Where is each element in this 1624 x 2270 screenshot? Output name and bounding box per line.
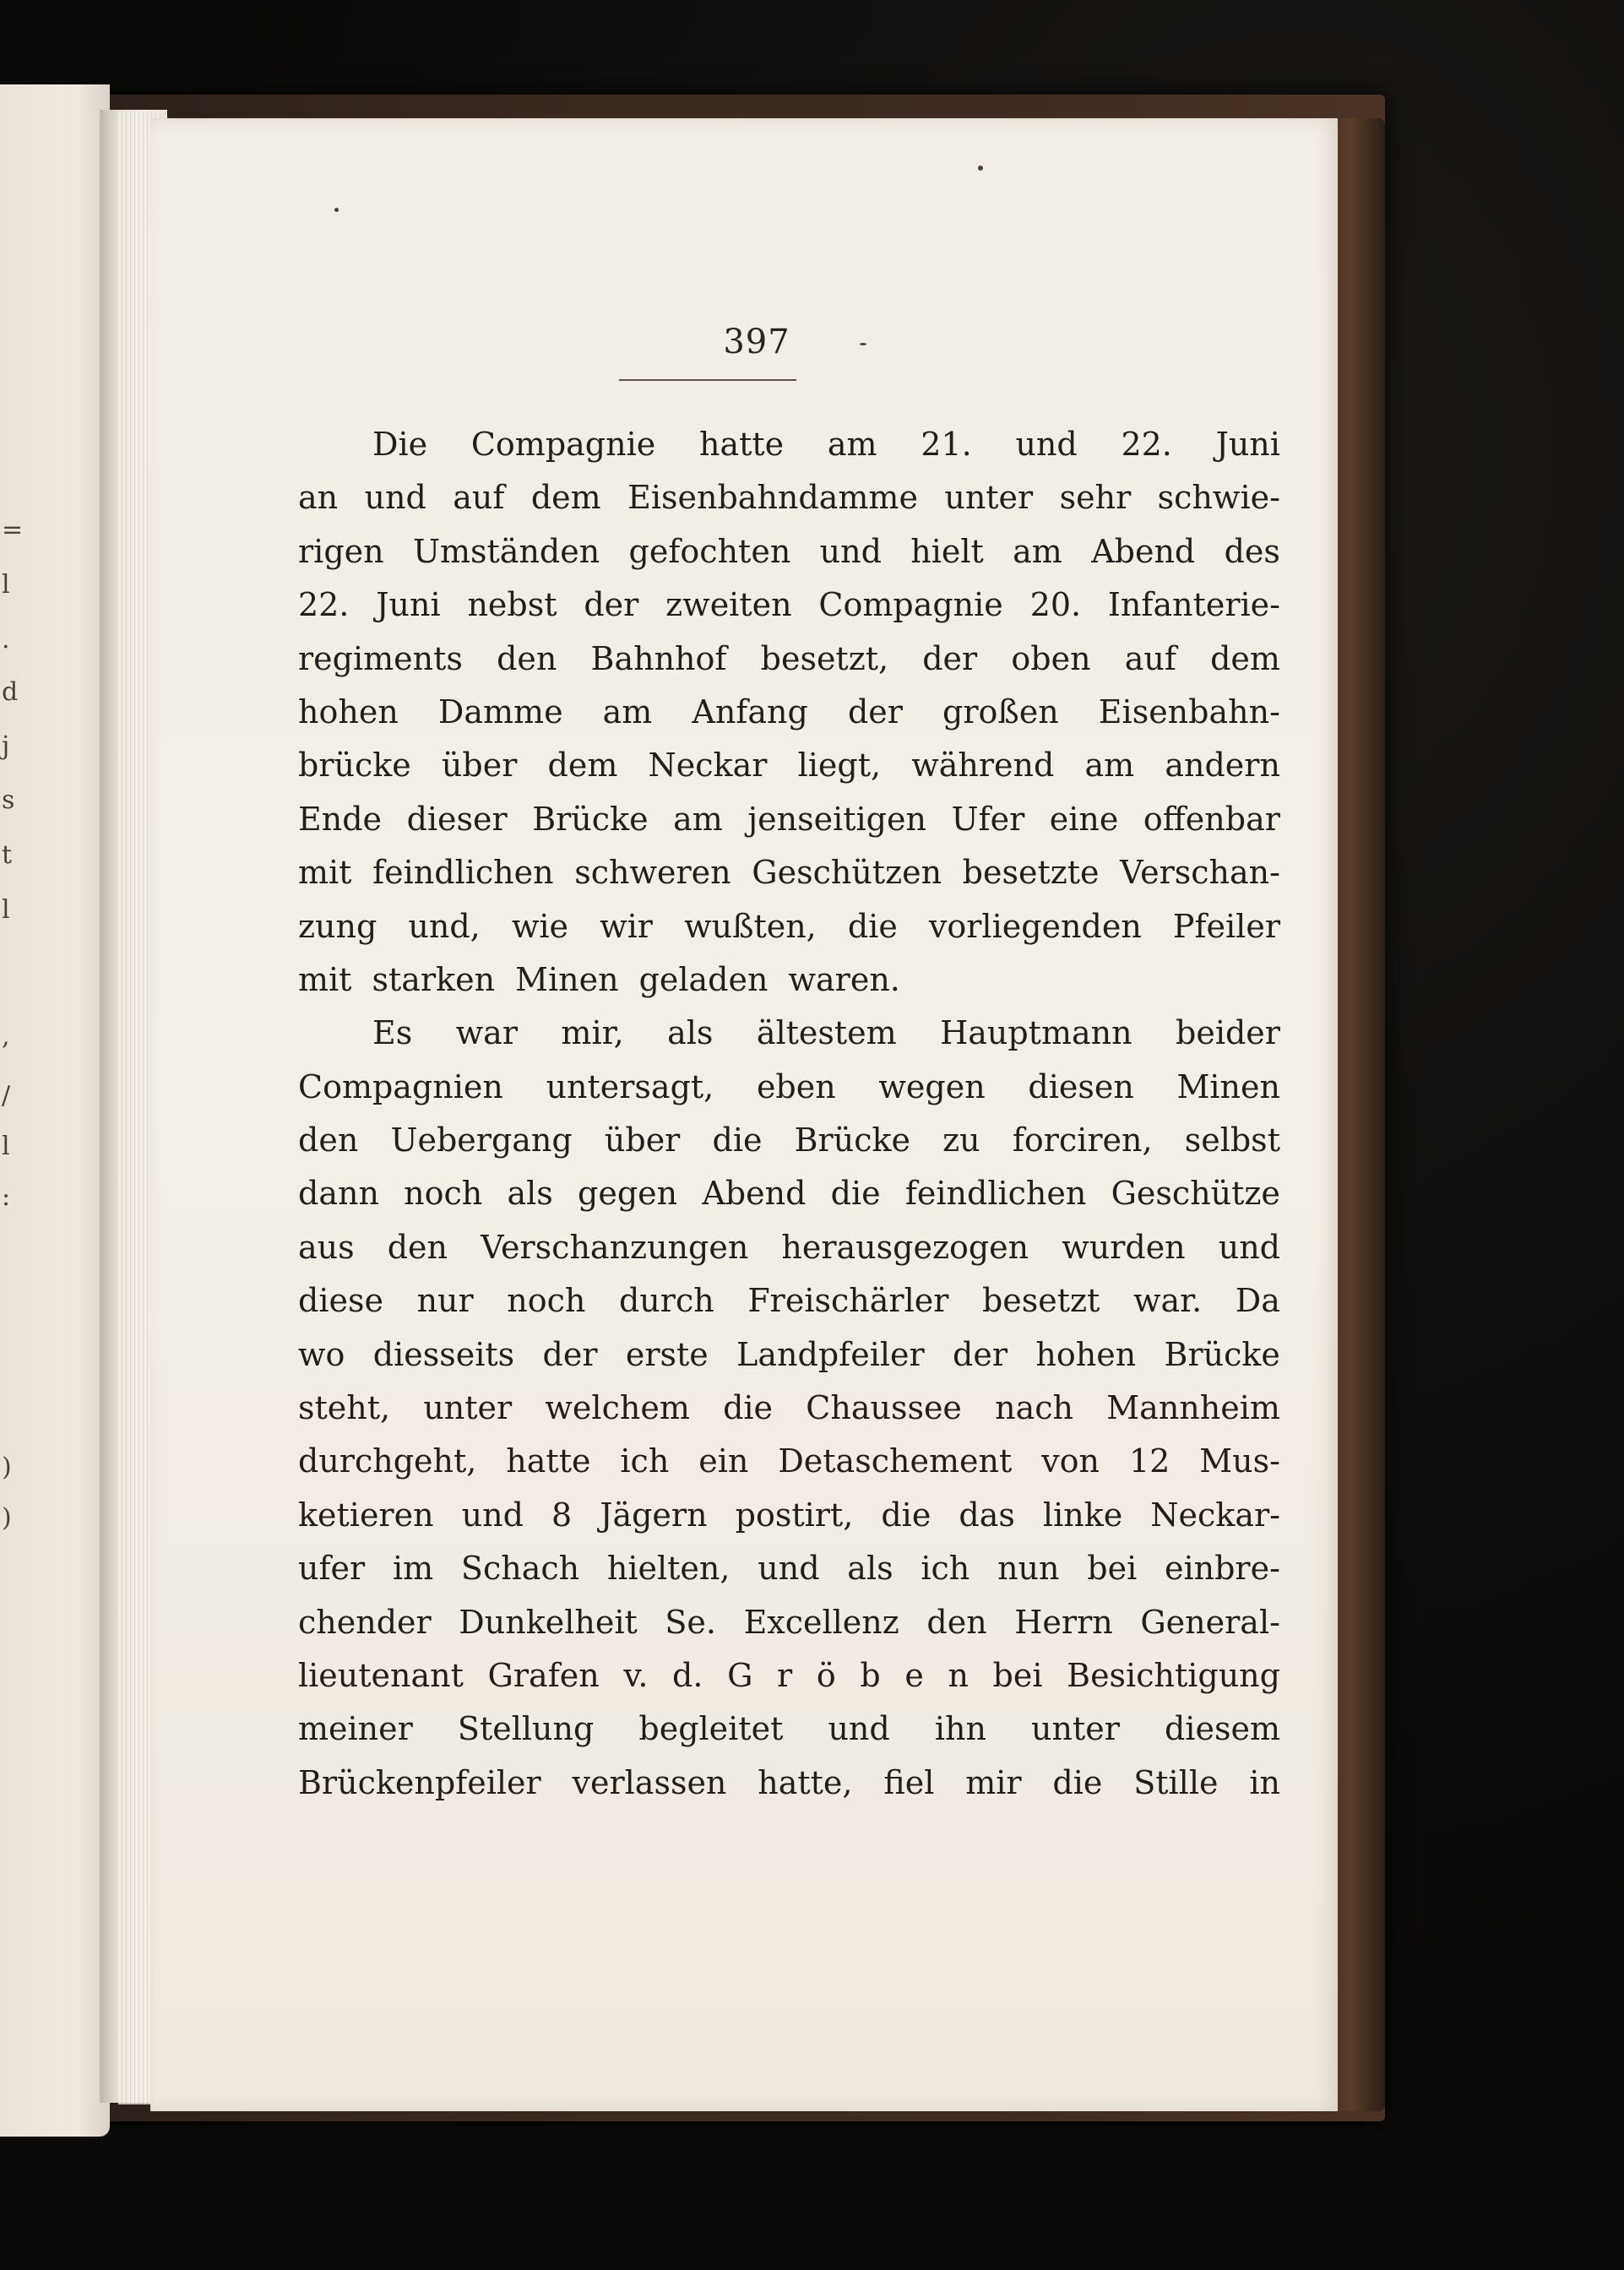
word: unter: [944, 479, 1034, 517]
word: während: [911, 747, 1055, 785]
left-margin-mark: ): [2, 1503, 12, 1533]
word: wo: [298, 1335, 345, 1373]
word: Jägern: [600, 1496, 708, 1534]
header-rule: [619, 379, 796, 381]
word: Grafen: [487, 1656, 600, 1694]
word: diese: [298, 1282, 383, 1320]
word: ihn: [934, 1710, 986, 1748]
word: ältestem: [756, 1014, 897, 1052]
word: wir: [600, 907, 653, 945]
word: mir,: [561, 1014, 624, 1052]
word: Verschanzungen: [481, 1228, 749, 1266]
word: wegen: [878, 1067, 986, 1105]
word: Juni: [1215, 426, 1280, 463]
word: aus: [298, 1228, 355, 1266]
word: Verschan-: [1120, 854, 1280, 892]
word: Brücke: [1164, 1335, 1280, 1373]
word: wie: [511, 907, 569, 945]
left-margin-mark: .: [2, 625, 10, 654]
word: am: [673, 800, 723, 838]
word: gegen: [578, 1175, 678, 1213]
word: Minen: [1176, 1067, 1280, 1105]
word: im: [392, 1550, 434, 1588]
word: und: [758, 1550, 820, 1588]
word: durch: [618, 1282, 714, 1320]
word: beider: [1176, 1014, 1280, 1052]
word: der: [584, 586, 639, 624]
word: Abend: [702, 1175, 807, 1213]
word: bei: [1087, 1550, 1138, 1588]
word: Pfeiler: [1172, 907, 1280, 945]
word: dem: [530, 479, 601, 517]
word: noch: [404, 1175, 483, 1213]
word: feindlichen: [904, 1175, 1087, 1213]
left-page-sliver: [0, 84, 110, 2137]
word: brücke: [298, 747, 411, 785]
text-line: [298, 525, 1280, 578]
word: 12: [1128, 1442, 1170, 1480]
word: Eisenbahn-: [1098, 692, 1280, 730]
left-margin-mark: d: [2, 677, 19, 707]
page-number: 397: [723, 323, 790, 361]
word: Landpfeiler: [736, 1335, 925, 1373]
word: zweiten: [665, 586, 792, 624]
word: dem: [547, 747, 618, 785]
page-body-text: [298, 418, 1280, 1810]
text-line: [298, 1489, 1280, 1542]
word: Compagnien: [298, 1067, 503, 1105]
word: hielt: [910, 532, 984, 570]
word: mir: [965, 1763, 1022, 1801]
left-margin-mark: s: [2, 785, 15, 815]
word: als: [507, 1175, 553, 1213]
left-margin-mark: /: [2, 1081, 11, 1111]
word: geladen: [638, 960, 769, 998]
word: noch: [507, 1282, 586, 1320]
word: welchem: [545, 1389, 690, 1427]
word: meiner: [298, 1710, 413, 1748]
word: ich: [620, 1442, 670, 1480]
word: Neckar-: [1150, 1496, 1280, 1534]
word: v.: [623, 1656, 649, 1694]
word: herausgezogen: [781, 1228, 1029, 1266]
word: und: [1015, 426, 1078, 463]
word: den: [387, 1228, 448, 1266]
word: Ende: [298, 800, 383, 838]
word: war: [455, 1014, 519, 1052]
word: den: [298, 1121, 359, 1159]
word: Se.: [665, 1603, 716, 1641]
word: die: [1052, 1763, 1103, 1801]
text-line: [298, 739, 1280, 792]
word: 8: [551, 1496, 573, 1534]
word: 21.: [921, 426, 972, 463]
left-margin-mark: ): [2, 1453, 12, 1482]
word: der: [847, 692, 903, 730]
word: regiments: [298, 639, 463, 677]
word: 22.: [1121, 426, 1172, 463]
word: der: [922, 639, 978, 677]
word: starken: [372, 960, 496, 998]
left-margin-mark: j: [2, 731, 10, 761]
text-line: [298, 1114, 1280, 1167]
word: durchgeht,: [298, 1442, 477, 1480]
word: Hauptmann: [940, 1014, 1132, 1052]
left-margin-mark: l: [2, 895, 10, 925]
word: Detaschement: [778, 1442, 1013, 1480]
word: selbst: [1184, 1121, 1280, 1159]
word: steht,: [298, 1389, 391, 1427]
word: Uebergang: [390, 1121, 573, 1159]
word: ketieren: [298, 1496, 434, 1534]
word: besetzt: [981, 1282, 1100, 1320]
word: lieutenant: [298, 1656, 464, 1694]
word: nun: [997, 1550, 1060, 1588]
word: unter: [1031, 1710, 1120, 1748]
text-line: [298, 1061, 1280, 1114]
word: liegt,: [797, 747, 882, 785]
word: forciren,: [1012, 1121, 1153, 1159]
word: ich: [921, 1550, 970, 1588]
left-margin-mark: t: [2, 840, 13, 870]
word: hatte,: [758, 1763, 853, 1801]
word: Ufer: [951, 800, 1025, 838]
text-line: [298, 1596, 1280, 1649]
word: und: [828, 1710, 890, 1748]
word: Bahnhof: [590, 639, 727, 677]
word: die: [830, 1175, 881, 1213]
word: hohen: [298, 692, 399, 730]
word: eben: [756, 1067, 836, 1105]
word: über: [441, 747, 518, 785]
text-line: [298, 1221, 1280, 1274]
word: hatte: [506, 1442, 591, 1480]
word: Geschütze: [1111, 1175, 1280, 1213]
left-margin-mark: ,: [2, 1022, 10, 1051]
word: diesseits: [372, 1335, 515, 1373]
word: Infanterie-: [1107, 586, 1280, 624]
word: von: [1041, 1442, 1100, 1480]
word: Mannheim: [1106, 1389, 1280, 1427]
word: eine: [1049, 800, 1119, 838]
paper-speck: [860, 343, 866, 345]
word: schwie-: [1157, 479, 1280, 517]
word: ufer: [298, 1550, 366, 1588]
word: schweren: [574, 854, 731, 892]
word: ein: [698, 1442, 749, 1480]
word: Umständen: [412, 532, 600, 570]
word: den: [497, 639, 557, 677]
word: als: [667, 1014, 714, 1052]
word: und: [364, 479, 426, 517]
word: großen: [942, 692, 1059, 730]
word: dieser: [406, 800, 508, 838]
word: und: [819, 532, 882, 570]
word: jenseitigen: [747, 800, 926, 838]
word: Brücke: [532, 800, 649, 838]
word: Geschützen: [752, 854, 942, 892]
word: oben: [1011, 639, 1091, 677]
word: auf: [453, 479, 505, 517]
word: 20.: [1029, 586, 1082, 624]
word: postirt,: [735, 1496, 854, 1534]
word: nur: [416, 1282, 474, 1320]
word: Minen: [515, 960, 619, 998]
left-margin-mark: =: [2, 515, 24, 545]
word: an: [298, 479, 339, 517]
word: hohen: [1035, 1335, 1137, 1373]
word: Brückenpfeiler: [298, 1763, 541, 1801]
word: b: [860, 1656, 881, 1694]
word: untersagt,: [546, 1067, 714, 1105]
word: Chaussee: [806, 1389, 962, 1427]
word: ö: [816, 1656, 836, 1694]
word: mit: [298, 854, 352, 892]
word: auf: [1124, 639, 1176, 677]
word: die: [847, 907, 898, 945]
word: diesem: [1164, 1710, 1280, 1748]
word: gefochten: [628, 532, 791, 570]
left-margin-mark: l: [2, 1132, 10, 1161]
word: chender: [298, 1603, 432, 1641]
word: Abend: [1091, 532, 1196, 570]
text-line: [298, 1382, 1280, 1435]
word: das: [959, 1496, 1015, 1534]
text-line: [298, 1702, 1280, 1756]
paper-speck: [334, 208, 339, 212]
text-line: [298, 793, 1280, 846]
word: vorliegenden: [928, 907, 1142, 945]
word: andern: [1165, 747, 1280, 785]
text-line: [298, 633, 1280, 686]
word: wurden: [1062, 1228, 1186, 1266]
word: Mus-: [1199, 1442, 1280, 1480]
word: Damme: [437, 692, 563, 730]
text-line: [298, 418, 1280, 471]
text-line: [298, 1007, 1280, 1060]
word: Anfang: [692, 692, 808, 730]
word: Neckar: [648, 747, 768, 785]
word: fiel: [883, 1763, 935, 1801]
word: der: [542, 1335, 598, 1373]
word: diesen: [1028, 1067, 1134, 1105]
word: unter: [423, 1389, 513, 1427]
word: nebst: [467, 586, 557, 624]
word: der: [953, 1335, 1008, 1373]
word: d.: [672, 1656, 703, 1694]
word: e: [904, 1656, 924, 1694]
word: die: [881, 1496, 931, 1534]
word: den: [926, 1603, 987, 1641]
left-margin-mark: :: [2, 1182, 11, 1212]
word: über: [604, 1121, 681, 1159]
right-page: [150, 118, 1338, 2111]
word: und,: [408, 907, 481, 945]
word: feindlichen: [372, 854, 554, 892]
word: in: [1249, 1763, 1280, 1801]
text-line: [298, 578, 1280, 632]
word: Compagnie: [470, 426, 656, 463]
word: Die: [372, 426, 428, 463]
word: am: [827, 426, 877, 463]
text-line: [298, 1167, 1280, 1220]
word: Dunkelheit: [459, 1603, 638, 1641]
word: sehr: [1059, 479, 1132, 517]
word: dann: [298, 1175, 379, 1213]
word: hielten,: [606, 1550, 731, 1588]
word: Excellenz: [743, 1603, 899, 1641]
text-line: [298, 1649, 1280, 1702]
word: Stellung: [457, 1710, 595, 1748]
word: des: [1224, 532, 1280, 570]
word: bei: [992, 1656, 1043, 1694]
left-page-margin-marks: [2, 490, 24, 1588]
text-line: [298, 846, 1280, 899]
word: als: [847, 1550, 893, 1588]
word: am: [1084, 747, 1135, 785]
word: war.: [1132, 1282, 1203, 1320]
text-line: [298, 471, 1280, 524]
word: n: [948, 1656, 969, 1694]
word: Freischärler: [747, 1282, 949, 1320]
word: r: [777, 1656, 793, 1694]
word: nach: [995, 1389, 1074, 1427]
word: zung: [298, 907, 377, 945]
word: Stille: [1133, 1763, 1219, 1801]
word: Brücke: [794, 1121, 910, 1159]
word: wußten,: [684, 907, 817, 945]
text-line: [298, 1542, 1280, 1595]
word: die: [723, 1389, 774, 1427]
word: besetzt,: [760, 639, 889, 677]
word: einbre-: [1164, 1550, 1280, 1588]
word: begleitet: [638, 1710, 784, 1748]
word: die: [712, 1121, 763, 1159]
text-line: [298, 686, 1280, 739]
text-line: [298, 953, 1280, 1007]
word: Compagnie: [818, 586, 1003, 624]
text-line: [298, 900, 1280, 953]
word: mit: [298, 960, 352, 998]
word: am: [602, 692, 653, 730]
word: rigen: [298, 532, 384, 570]
word: 22.: [298, 586, 350, 624]
word: zu: [942, 1121, 980, 1159]
word: G: [727, 1656, 753, 1694]
word: dem: [1210, 639, 1280, 677]
left-margin-mark: l: [2, 570, 10, 600]
paper-speck: [978, 166, 983, 171]
text-line: [298, 1274, 1280, 1328]
word: erste: [625, 1335, 709, 1373]
word: besetzte: [962, 854, 1100, 892]
word: am: [1013, 532, 1062, 570]
word: linke: [1042, 1496, 1123, 1534]
word: waren.: [788, 960, 900, 998]
word: Besichtigung: [1067, 1656, 1280, 1694]
word: Herrn: [1014, 1603, 1113, 1641]
text-line: [298, 1757, 1280, 1810]
word: verlassen: [572, 1763, 727, 1801]
word: Da: [1235, 1282, 1280, 1320]
word: und: [461, 1496, 524, 1534]
word: und: [1218, 1228, 1280, 1266]
word: General-: [1140, 1603, 1280, 1641]
word: Es: [372, 1014, 413, 1052]
word: Eisenbahndamme: [627, 479, 918, 517]
text-line: [298, 1328, 1280, 1382]
word: Juni: [376, 586, 441, 624]
word: hatte: [698, 426, 785, 463]
word: Schach: [460, 1550, 580, 1588]
word: offenbar: [1143, 800, 1280, 838]
text-line: [298, 1435, 1280, 1488]
